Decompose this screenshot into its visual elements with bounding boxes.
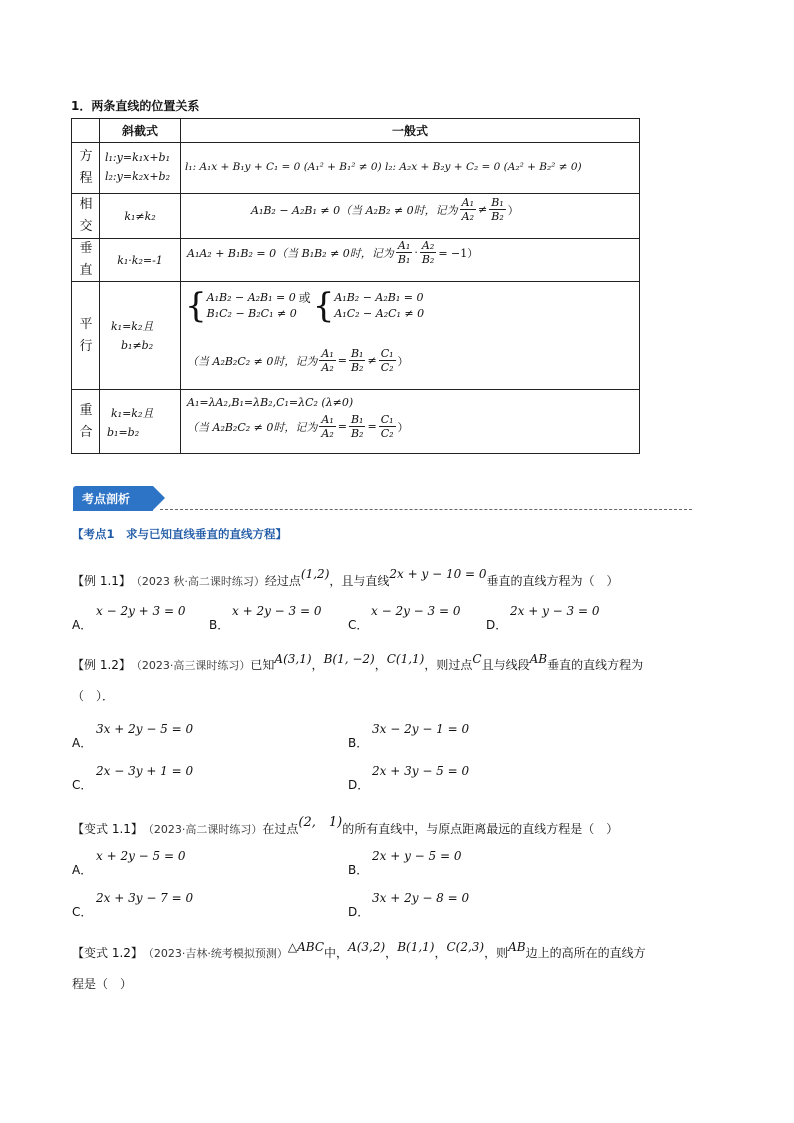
option-c-eq: 2x − 3y + 1 = 0 (96, 764, 194, 778)
option-b[interactable]: B． (348, 736, 369, 750)
banner-label: 考点剖析 (82, 492, 131, 506)
slope-intersect: k₁≠k₂ (124, 209, 156, 223)
option-b[interactable]: B． (209, 618, 230, 632)
coincide-lambda: A₁=λA₂,B₁=λB₂,C₁=λC₂ (λ≠0) (187, 396, 354, 409)
left-brace-icon: { (312, 286, 335, 326)
option-c[interactable]: C． (72, 778, 93, 792)
option-b[interactable]: B． (348, 863, 369, 877)
question-2-options (72, 722, 632, 792)
option-c-eq: 2x + 3y − 7 = 0 (96, 891, 194, 905)
topic-heading: 【考点1 求与已知直线垂直的直线方程】 (72, 527, 287, 541)
option-b-eq: 3x − 2y − 1 = 0 (372, 722, 470, 736)
option-c[interactable]: C． (72, 905, 93, 919)
general-intersect: A₁B₂ − A₂B₁ ≠ 0（当 A₂B₂ ≠ 0时，记为 $\frac{\text{A₁}}{\text{A₂}}$ ≠ $\frac{\text{B₁}}{\text{B₂}}$ ） (251, 196, 519, 223)
option-a-eq: x + 2y − 5 = 0 (96, 849, 186, 863)
option-d-eq: 3x + 2y − 8 = 0 (372, 891, 470, 905)
option-d[interactable]: D． (348, 905, 370, 919)
option-a-eq: x − 2y + 3 = 0 (96, 604, 186, 618)
question-1-options (72, 604, 632, 632)
general-perpendicular: A₁A₂ + B₁B₂ = 0（当 B₁B₂ ≠ 0时，记为 $\frac{\text{A₁}}{\text{B₁}}$ · $\frac{\text{A₂}}{\text{B₂}}$ = −1） (187, 239, 479, 266)
row-label-intersect: 相交 (79, 197, 93, 234)
row-label-parallel: 平行 (79, 316, 93, 354)
option-c-eq: x − 2y − 3 = 0 (371, 604, 461, 618)
slope-perpendicular: k₁·k₂=-1 (117, 253, 163, 267)
question-2-tail: （ ）． (72, 689, 115, 703)
row-label-perpendicular: 垂直 (79, 241, 93, 278)
question-3-options (72, 849, 632, 919)
coincide-note: （当 A₂B₂C₂ ≠ 0时，记为 $\frac{\text{A₁}}{\text{A₂}}$ = $\frac{\text{B₁}}{\text{B₂}}$ = $\frac{\text{C₁}}{\text{C₂}}$ ） (187, 413, 409, 440)
question-1: 【例 1.1】 （2023 秋·高二课时练习） 经过点 (1,2) ，且与直线 2x + y − 10 = 0 垂直的直线方程为（ ） (72, 567, 619, 588)
slope-coincide-1: k₁=k₂且 (111, 407, 154, 420)
slope-coincide-2: b₁=b₂ (107, 426, 140, 439)
slope-eq-1: l₁:y=k₁x+b₁ (105, 151, 171, 164)
option-a[interactable]: A． (72, 863, 93, 877)
parallel-systems: { A₁B₂ − A₂B₁ = 0 B₁C₂ − B₂C₁ ≠ 0 或 { A₁B₂ − A₂B₁ = 0 A₁C₂ − A₂C₁ ≠ 0 (185, 286, 425, 326)
option-d-eq: 2x + y − 3 = 0 (510, 604, 600, 618)
left-brace-icon: { (185, 286, 207, 326)
option-d-eq: 2x + 3y − 5 = 0 (372, 764, 470, 778)
dashed-divider (160, 509, 692, 510)
question-4: 【变式 1.2】 （2023·吉林·统考模拟预测） △ABC 中， A(3,2) ， B(1,1) ， C(2,3) ，则 AB 边上的高所在的直线方 (72, 940, 646, 960)
slope-eq-2: l₂:y=k₂x+b₂ (105, 170, 171, 183)
header-slope: 斜截式 (121, 124, 158, 138)
option-d[interactable]: D． (348, 778, 370, 792)
parallel-note: （当 A₂B₂C₂ ≠ 0时，记为 $\frac{\text{A₁}}{\text{A₂}}$ = $\frac{\text{B₁}}{\text{B₂}}$ ≠ $\frac{\text{C₁}}{\text{C₂}}$ ） (187, 347, 409, 374)
option-c[interactable]: C． (348, 618, 369, 632)
slope-parallel-1: k₁=k₂且 (111, 320, 154, 333)
header-general: 一般式 (391, 124, 428, 138)
option-b-eq: x + 2y − 3 = 0 (232, 604, 322, 618)
general-eq: l₁: A₁x + B₁y + C₁ = 0 (A₁² + B₁² ≠ 0) l₂: A₂x + B₂y + C₂ = 0 (A₂² + B₂² ≠ 0) (185, 161, 582, 173)
row-label-coincide: 重合 (79, 402, 93, 440)
question-2: 【例 1.2】 （2023·高三课时练习） 已知 A(3,1) ， B(1, −2) ， C(1,1) ，则过点 C 且与线段 AB 垂直的直线方程为 (72, 652, 644, 672)
slope-parallel-2: b₁≠b₂ (121, 339, 154, 352)
option-a-eq: 3x + 2y − 5 = 0 (96, 722, 194, 736)
option-b-eq: 2x + y − 5 = 0 (372, 849, 462, 863)
option-a[interactable]: A． (72, 736, 93, 750)
section-title: 1．两条直线的位置关系 (71, 99, 200, 113)
row-label-equation: 方程 (79, 149, 93, 186)
question-4-tail: 程是（ ） (72, 977, 133, 991)
option-a[interactable]: A． (72, 618, 93, 632)
question-3: 【变式 1.1】 （2023·高二课时练习） 在过点 (2, 1) 的所有直线中，与原点距离最远的直线方程是（ ） (72, 815, 619, 836)
option-d[interactable]: D． (486, 618, 508, 632)
relation-table (71, 118, 640, 454)
